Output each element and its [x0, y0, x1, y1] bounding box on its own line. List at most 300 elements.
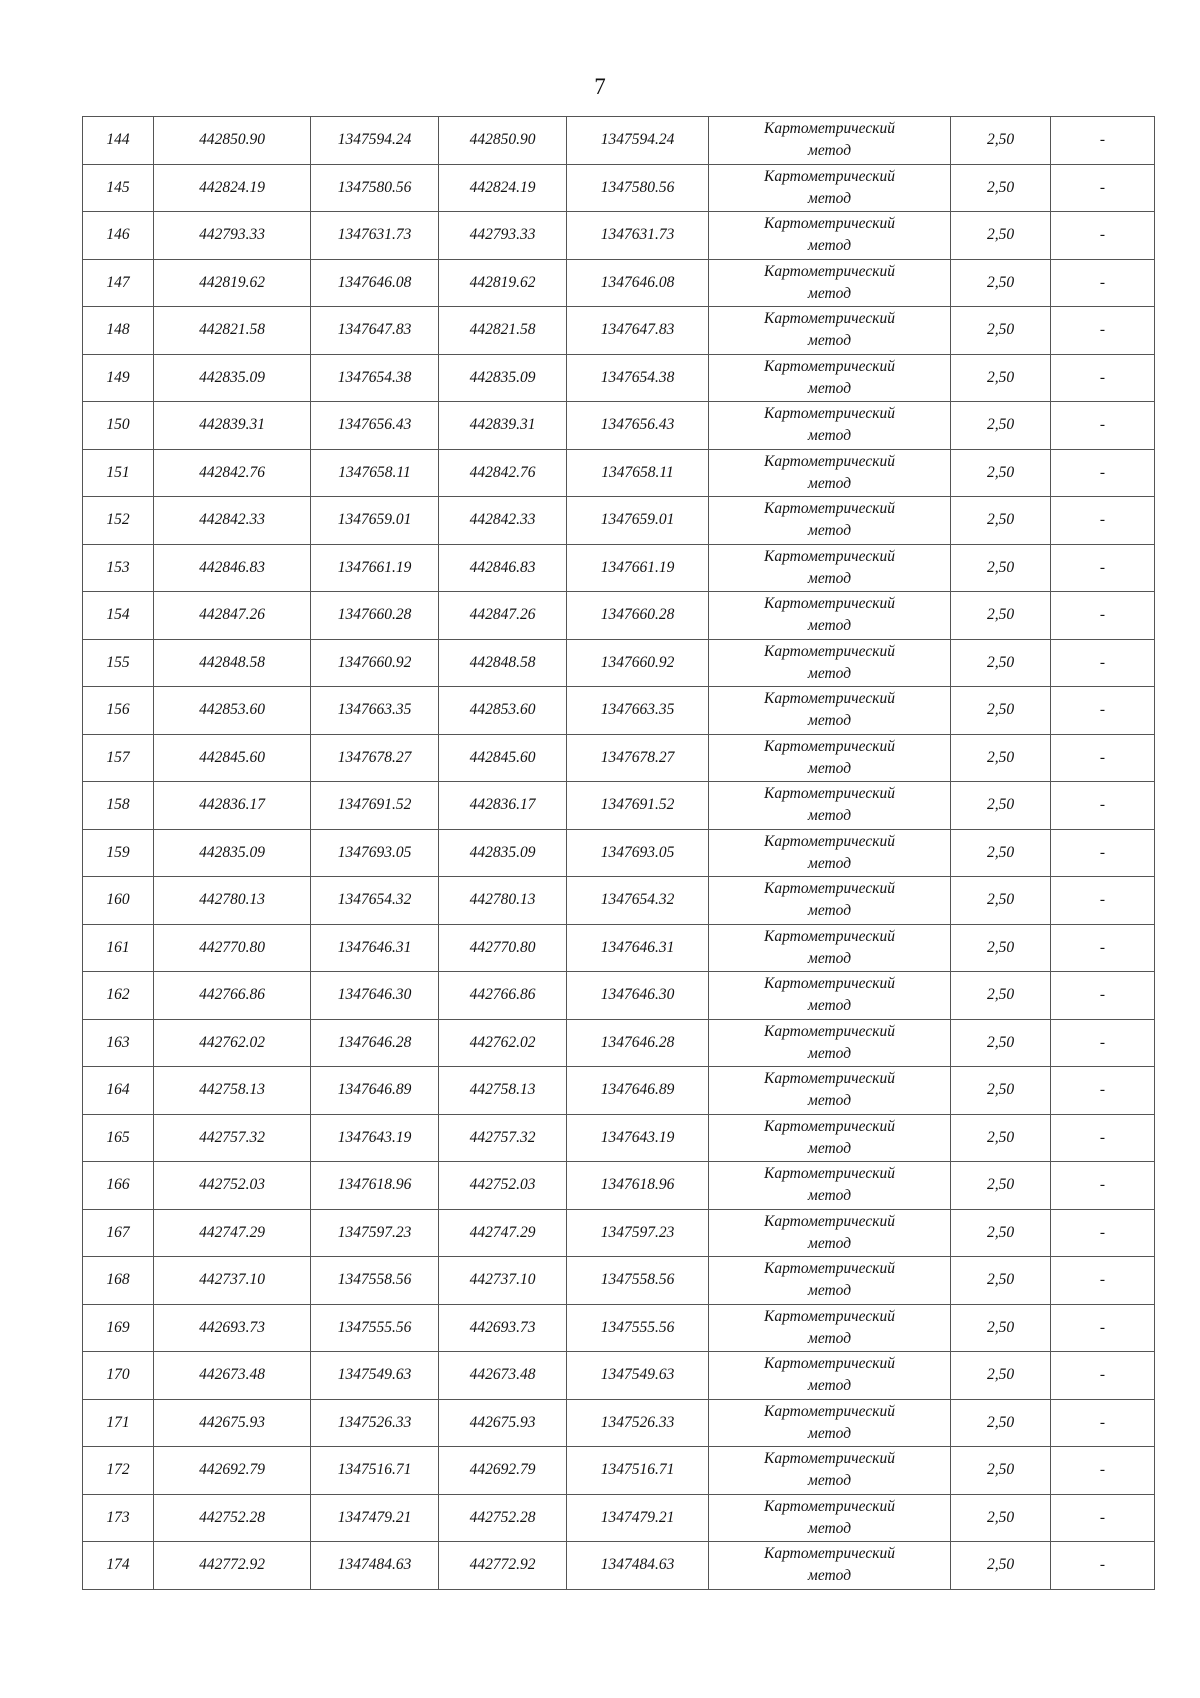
y-new-cell: 1347658.11	[567, 449, 709, 497]
accuracy-cell: 2,50	[951, 544, 1051, 592]
point-number-cell: 172	[83, 1447, 154, 1495]
y-new-cell: 1347479.21	[567, 1494, 709, 1542]
x-new-cell: 442824.19	[439, 164, 567, 212]
method-line-1: Картометрический	[764, 1450, 895, 1468]
point-number-cell: 173	[83, 1494, 154, 1542]
point-number-cell: 152	[83, 497, 154, 545]
table-row	[83, 307, 1155, 355]
method-cell	[709, 592, 951, 640]
description-cell: -	[1051, 592, 1155, 640]
y-old-cell: 1347661.19	[311, 544, 439, 592]
point-number-cell: 151	[83, 449, 154, 497]
x-new-cell: 442846.83	[439, 544, 567, 592]
description-cell: -	[1051, 1162, 1155, 1210]
accuracy-cell: 2,50	[951, 1257, 1051, 1305]
x-old-cell: 442737.10	[154, 1257, 311, 1305]
method-line-2: метод	[807, 1044, 852, 1062]
y-old-cell: 1347691.52	[311, 782, 439, 830]
table-row	[83, 259, 1155, 307]
method-line-2: метод	[807, 617, 852, 635]
method-line-2: метод	[807, 997, 852, 1015]
method-cell	[709, 212, 951, 260]
method-line-1: Картометрический	[764, 357, 895, 375]
x-new-cell: 442758.13	[439, 1067, 567, 1115]
accuracy-cell: 2,50	[951, 1209, 1051, 1257]
y-old-cell: 1347549.63	[311, 1352, 439, 1400]
table-row	[83, 687, 1155, 735]
method-cell	[709, 924, 951, 972]
x-old-cell: 442850.90	[154, 117, 311, 165]
description-cell: -	[1051, 164, 1155, 212]
method-line-1: Картометрический	[764, 500, 895, 518]
y-old-cell: 1347618.96	[311, 1162, 439, 1210]
description-cell: -	[1051, 1542, 1155, 1590]
point-number-cell: 161	[83, 924, 154, 972]
table-body	[83, 117, 1155, 1590]
x-new-cell: 442752.03	[439, 1162, 567, 1210]
x-new-cell: 442772.92	[439, 1542, 567, 1590]
x-old-cell: 442673.48	[154, 1352, 311, 1400]
method-line-1: Картометрический	[764, 690, 895, 708]
accuracy-cell: 2,50	[951, 402, 1051, 450]
method-line-1: Картометрический	[764, 310, 895, 328]
point-number-cell: 160	[83, 877, 154, 925]
table-row	[83, 1542, 1155, 1590]
x-new-cell: 442836.17	[439, 782, 567, 830]
y-new-cell: 1347656.43	[567, 402, 709, 450]
method-line-2: метод	[807, 1234, 852, 1252]
description-cell: -	[1051, 687, 1155, 735]
method-line-2: метод	[807, 664, 852, 682]
description-cell: -	[1051, 497, 1155, 545]
method-line-1: Картометрический	[764, 1355, 895, 1373]
description-cell: -	[1051, 354, 1155, 402]
table-row	[83, 924, 1155, 972]
method-line-1: Картометрический	[764, 120, 895, 138]
method-line-2: метод	[807, 1139, 852, 1157]
point-number-cell: 156	[83, 687, 154, 735]
point-number-cell: 158	[83, 782, 154, 830]
method-line-1: Картометрический	[764, 595, 895, 613]
method-cell	[709, 1257, 951, 1305]
y-old-cell: 1347654.32	[311, 877, 439, 925]
method-line-2: метод	[807, 807, 852, 825]
x-old-cell: 442848.58	[154, 639, 311, 687]
method-line-2: метод	[807, 1282, 852, 1300]
method-line-1: Картометрический	[764, 1497, 895, 1515]
x-new-cell: 442780.13	[439, 877, 567, 925]
method-line-2: метод	[807, 1092, 852, 1110]
method-line-1: Картометрический	[764, 1212, 895, 1230]
description-cell: -	[1051, 1114, 1155, 1162]
method-line-1: Картометрический	[764, 1260, 895, 1278]
method-cell	[709, 402, 951, 450]
table-row	[83, 212, 1155, 260]
point-number-cell: 169	[83, 1304, 154, 1352]
method-cell	[709, 734, 951, 782]
accuracy-cell: 2,50	[951, 1447, 1051, 1495]
method-line-2: метод	[807, 379, 852, 397]
x-new-cell: 442819.62	[439, 259, 567, 307]
table-row	[83, 1257, 1155, 1305]
x-new-cell: 442737.10	[439, 1257, 567, 1305]
description-cell: -	[1051, 1067, 1155, 1115]
y-old-cell: 1347678.27	[311, 734, 439, 782]
y-old-cell: 1347660.92	[311, 639, 439, 687]
x-old-cell: 442772.92	[154, 1542, 311, 1590]
method-line-2: метод	[807, 474, 852, 492]
method-line-2: метод	[807, 1377, 852, 1395]
x-new-cell: 442850.90	[439, 117, 567, 165]
method-line-2: метод	[807, 1329, 852, 1347]
x-old-cell: 442824.19	[154, 164, 311, 212]
x-old-cell: 442847.26	[154, 592, 311, 640]
method-cell	[709, 117, 951, 165]
y-old-cell: 1347484.63	[311, 1542, 439, 1590]
method-cell	[709, 307, 951, 355]
accuracy-cell: 2,50	[951, 877, 1051, 925]
x-old-cell: 442757.32	[154, 1114, 311, 1162]
x-new-cell: 442842.33	[439, 497, 567, 545]
point-number-cell: 155	[83, 639, 154, 687]
description-cell: -	[1051, 877, 1155, 925]
method-line-1: Картометрический	[764, 1165, 895, 1183]
point-number-cell: 159	[83, 829, 154, 877]
y-old-cell: 1347663.35	[311, 687, 439, 735]
y-old-cell: 1347660.28	[311, 592, 439, 640]
description-cell: -	[1051, 212, 1155, 260]
description-cell: -	[1051, 1019, 1155, 1067]
y-new-cell: 1347659.01	[567, 497, 709, 545]
method-line-2: метод	[807, 759, 852, 777]
table-row	[83, 877, 1155, 925]
point-number-cell: 171	[83, 1399, 154, 1447]
accuracy-cell: 2,50	[951, 1114, 1051, 1162]
x-old-cell: 442842.33	[154, 497, 311, 545]
table-row	[83, 1447, 1155, 1495]
accuracy-cell: 2,50	[951, 1494, 1051, 1542]
method-line-1: Картометрический	[764, 167, 895, 185]
x-new-cell: 442845.60	[439, 734, 567, 782]
x-old-cell: 442770.80	[154, 924, 311, 972]
y-old-cell: 1347558.56	[311, 1257, 439, 1305]
y-new-cell: 1347646.08	[567, 259, 709, 307]
x-new-cell: 442835.09	[439, 829, 567, 877]
description-cell: -	[1051, 829, 1155, 877]
y-old-cell: 1347659.01	[311, 497, 439, 545]
table-row	[83, 449, 1155, 497]
method-line-2: метод	[807, 189, 852, 207]
accuracy-cell: 2,50	[951, 1399, 1051, 1447]
x-new-cell: 442757.32	[439, 1114, 567, 1162]
table-row	[83, 734, 1155, 782]
y-new-cell: 1347555.56	[567, 1304, 709, 1352]
accuracy-cell: 2,50	[951, 164, 1051, 212]
x-old-cell: 442846.83	[154, 544, 311, 592]
method-line-1: Картометрический	[764, 642, 895, 660]
x-old-cell: 442766.86	[154, 972, 311, 1020]
description-cell: -	[1051, 544, 1155, 592]
point-number-cell: 170	[83, 1352, 154, 1400]
method-line-1: Картометрический	[764, 1307, 895, 1325]
description-cell: -	[1051, 1209, 1155, 1257]
method-line-1: Картометрический	[764, 1117, 895, 1135]
method-cell	[709, 164, 951, 212]
y-old-cell: 1347631.73	[311, 212, 439, 260]
y-old-cell: 1347597.23	[311, 1209, 439, 1257]
accuracy-cell: 2,50	[951, 259, 1051, 307]
accuracy-cell: 2,50	[951, 924, 1051, 972]
method-line-1: Картометрический	[764, 452, 895, 470]
accuracy-cell: 2,50	[951, 449, 1051, 497]
y-old-cell: 1347646.28	[311, 1019, 439, 1067]
method-cell	[709, 259, 951, 307]
method-cell	[709, 1162, 951, 1210]
y-old-cell: 1347646.31	[311, 924, 439, 972]
method-cell	[709, 1114, 951, 1162]
y-new-cell: 1347549.63	[567, 1352, 709, 1400]
table-row	[83, 1114, 1155, 1162]
table-row	[83, 592, 1155, 640]
table-row	[83, 972, 1155, 1020]
x-old-cell: 442780.13	[154, 877, 311, 925]
description-cell: -	[1051, 734, 1155, 782]
x-new-cell: 442835.09	[439, 354, 567, 402]
x-new-cell: 442747.29	[439, 1209, 567, 1257]
y-new-cell: 1347643.19	[567, 1114, 709, 1162]
method-cell	[709, 1542, 951, 1590]
x-old-cell: 442752.28	[154, 1494, 311, 1542]
table-row	[83, 1019, 1155, 1067]
point-number-cell: 144	[83, 117, 154, 165]
y-old-cell: 1347656.43	[311, 402, 439, 450]
y-new-cell: 1347484.63	[567, 1542, 709, 1590]
method-line-1: Картометрический	[764, 547, 895, 565]
point-number-cell: 166	[83, 1162, 154, 1210]
y-new-cell: 1347597.23	[567, 1209, 709, 1257]
table-row	[83, 639, 1155, 687]
y-old-cell: 1347658.11	[311, 449, 439, 497]
y-new-cell: 1347580.56	[567, 164, 709, 212]
table-row	[83, 544, 1155, 592]
method-line-1: Картометрический	[764, 1545, 895, 1563]
table-row	[83, 1162, 1155, 1210]
x-new-cell: 442692.79	[439, 1447, 567, 1495]
y-old-cell: 1347555.56	[311, 1304, 439, 1352]
accuracy-cell: 2,50	[951, 829, 1051, 877]
x-old-cell: 442836.17	[154, 782, 311, 830]
point-number-cell: 174	[83, 1542, 154, 1590]
y-new-cell: 1347693.05	[567, 829, 709, 877]
y-new-cell: 1347678.27	[567, 734, 709, 782]
y-old-cell: 1347479.21	[311, 1494, 439, 1542]
point-number-cell: 167	[83, 1209, 154, 1257]
method-cell	[709, 972, 951, 1020]
method-line-2: метод	[807, 142, 852, 160]
x-new-cell: 442675.93	[439, 1399, 567, 1447]
y-new-cell: 1347691.52	[567, 782, 709, 830]
accuracy-cell: 2,50	[951, 212, 1051, 260]
x-new-cell: 442752.28	[439, 1494, 567, 1542]
point-number-cell: 165	[83, 1114, 154, 1162]
y-new-cell: 1347663.35	[567, 687, 709, 735]
description-cell: -	[1051, 639, 1155, 687]
accuracy-cell: 2,50	[951, 734, 1051, 782]
x-new-cell: 442848.58	[439, 639, 567, 687]
method-line-2: метод	[807, 1187, 852, 1205]
y-old-cell: 1347646.89	[311, 1067, 439, 1115]
x-old-cell: 442835.09	[154, 829, 311, 877]
x-old-cell: 442758.13	[154, 1067, 311, 1115]
x-new-cell: 442673.48	[439, 1352, 567, 1400]
point-number-cell: 164	[83, 1067, 154, 1115]
method-cell	[709, 782, 951, 830]
method-line-2: метод	[807, 1424, 852, 1442]
point-number-cell: 148	[83, 307, 154, 355]
accuracy-cell: 2,50	[951, 972, 1051, 1020]
method-cell	[709, 1447, 951, 1495]
point-number-cell: 146	[83, 212, 154, 260]
point-number-cell: 145	[83, 164, 154, 212]
method-cell	[709, 687, 951, 735]
table-row	[83, 117, 1155, 165]
x-new-cell: 442766.86	[439, 972, 567, 1020]
method-cell	[709, 877, 951, 925]
method-line-2: метод	[807, 427, 852, 445]
x-old-cell: 442821.58	[154, 307, 311, 355]
description-cell: -	[1051, 1447, 1155, 1495]
accuracy-cell: 2,50	[951, 1067, 1051, 1115]
point-number-cell: 157	[83, 734, 154, 782]
y-new-cell: 1347516.71	[567, 1447, 709, 1495]
method-line-1: Картометрический	[764, 832, 895, 850]
point-number-cell: 147	[83, 259, 154, 307]
method-cell	[709, 1067, 951, 1115]
y-new-cell: 1347654.38	[567, 354, 709, 402]
x-old-cell: 442839.31	[154, 402, 311, 450]
x-old-cell: 442845.60	[154, 734, 311, 782]
point-number-cell: 154	[83, 592, 154, 640]
method-line-1: Картометрический	[764, 975, 895, 993]
description-cell: -	[1051, 782, 1155, 830]
method-cell	[709, 1399, 951, 1447]
method-line-2: метод	[807, 522, 852, 540]
y-new-cell: 1347660.92	[567, 639, 709, 687]
method-line-2: метод	[807, 1567, 852, 1585]
x-new-cell: 442839.31	[439, 402, 567, 450]
x-old-cell: 442835.09	[154, 354, 311, 402]
x-new-cell: 442770.80	[439, 924, 567, 972]
accuracy-cell: 2,50	[951, 117, 1051, 165]
coordinates-table	[82, 116, 1155, 1590]
y-new-cell: 1347647.83	[567, 307, 709, 355]
table-row	[83, 1209, 1155, 1257]
method-line-1: Картометрический	[764, 215, 895, 233]
accuracy-cell: 2,50	[951, 639, 1051, 687]
y-new-cell: 1347646.31	[567, 924, 709, 972]
y-old-cell: 1347693.05	[311, 829, 439, 877]
x-old-cell: 442747.29	[154, 1209, 311, 1257]
method-line-2: метод	[807, 949, 852, 967]
point-number-cell: 150	[83, 402, 154, 450]
method-line-1: Картометрический	[764, 262, 895, 280]
table-row	[83, 782, 1155, 830]
y-new-cell: 1347661.19	[567, 544, 709, 592]
y-old-cell: 1347580.56	[311, 164, 439, 212]
y-new-cell: 1347646.28	[567, 1019, 709, 1067]
description-cell: -	[1051, 307, 1155, 355]
y-old-cell: 1347646.08	[311, 259, 439, 307]
x-new-cell: 442842.76	[439, 449, 567, 497]
x-old-cell: 442762.02	[154, 1019, 311, 1067]
method-line-2: метод	[807, 854, 852, 872]
method-line-2: метод	[807, 284, 852, 302]
accuracy-cell: 2,50	[951, 1162, 1051, 1210]
y-new-cell: 1347594.24	[567, 117, 709, 165]
point-number-cell: 162	[83, 972, 154, 1020]
y-old-cell: 1347647.83	[311, 307, 439, 355]
table-row	[83, 497, 1155, 545]
table-row	[83, 1494, 1155, 1542]
description-cell: -	[1051, 259, 1155, 307]
method-line-1: Картометрический	[764, 405, 895, 423]
description-cell: -	[1051, 1399, 1155, 1447]
x-new-cell: 442762.02	[439, 1019, 567, 1067]
y-new-cell: 1347631.73	[567, 212, 709, 260]
table-row	[83, 354, 1155, 402]
y-old-cell: 1347516.71	[311, 1447, 439, 1495]
accuracy-cell: 2,50	[951, 354, 1051, 402]
method-line-2: метод	[807, 1519, 852, 1537]
method-line-1: Картометрический	[764, 1022, 895, 1040]
method-line-1: Картометрический	[764, 880, 895, 898]
method-line-2: метод	[807, 902, 852, 920]
x-old-cell: 442819.62	[154, 259, 311, 307]
x-old-cell: 442693.73	[154, 1304, 311, 1352]
x-new-cell: 442793.33	[439, 212, 567, 260]
y-new-cell: 1347618.96	[567, 1162, 709, 1210]
table-row	[83, 1067, 1155, 1115]
point-number-cell: 163	[83, 1019, 154, 1067]
accuracy-cell: 2,50	[951, 1352, 1051, 1400]
x-old-cell: 442692.79	[154, 1447, 311, 1495]
accuracy-cell: 2,50	[951, 307, 1051, 355]
page-number: 7	[594, 74, 606, 99]
table-row	[83, 164, 1155, 212]
y-old-cell: 1347646.30	[311, 972, 439, 1020]
method-cell	[709, 1209, 951, 1257]
accuracy-cell: 2,50	[951, 1019, 1051, 1067]
method-cell	[709, 1494, 951, 1542]
accuracy-cell: 2,50	[951, 1304, 1051, 1352]
point-number-cell: 168	[83, 1257, 154, 1305]
x-old-cell: 442842.76	[154, 449, 311, 497]
x-old-cell: 442793.33	[154, 212, 311, 260]
point-number-cell: 153	[83, 544, 154, 592]
description-cell: -	[1051, 449, 1155, 497]
table-row	[83, 1352, 1155, 1400]
x-new-cell: 442693.73	[439, 1304, 567, 1352]
method-line-2: метод	[807, 569, 852, 587]
method-line-1: Картометрический	[764, 785, 895, 803]
method-cell	[709, 497, 951, 545]
accuracy-cell: 2,50	[951, 782, 1051, 830]
method-line-1: Картометрический	[764, 1070, 895, 1088]
description-cell: -	[1051, 1352, 1155, 1400]
y-new-cell: 1347526.33	[567, 1399, 709, 1447]
y-new-cell: 1347660.28	[567, 592, 709, 640]
table-row	[83, 1304, 1155, 1352]
